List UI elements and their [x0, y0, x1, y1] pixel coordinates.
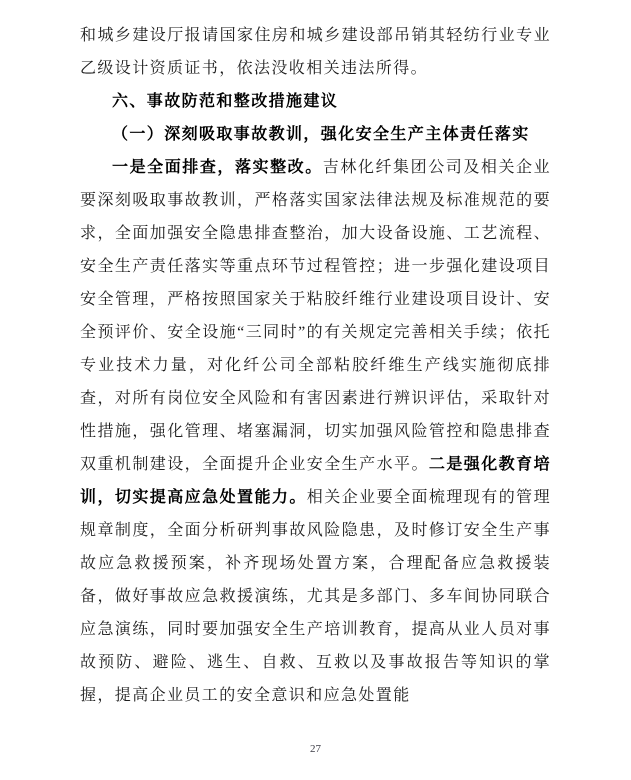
paragraph-measures [80, 151, 551, 712]
measure-one-lead: 一是全面排查，落实整改。 [112, 159, 323, 176]
measure-two-lead: 二是强化教育培训，切实提高应急处置能力。 [80, 456, 551, 506]
paragraph-continuation: 和城乡建设厅报请国家住房和城乡建设部吊销其轻纺行业专业乙级设计资质证书，依法没收相关违法所得。 [80, 27, 551, 77]
section-heading: 六、事故防范和整改措施建议 [112, 93, 339, 110]
text-column [80, 19, 551, 712]
page-number: 27 [310, 743, 321, 755]
measure-one-body: 吉林化纤集团公司及相关企业要深刻吸取事故教训，严格落实国家法律法规及标准规范的要求，全面加强安全隐患排查整治，加大设备设施、工艺流程、安全生产责任落实等重点环节过程管控；进一步强化建设项目安全管理，严格按照国家关于粘胶纤维行业建设项目设计、安全预评价、安全设施“三同时”的有关规定完善相关手续；依托专业技术力量，对化纤公司全部粘胶纤维生产线实施彻底排查，对所有岗位安全风险和有害因素进行辨识评估，采取针对性措施，强化管理、堵塞漏洞，切实加强风险管控和隐患排查双重机制建设，全面提升企业安全生产水平。 [80, 159, 551, 473]
measure-two-body: 相关企业要全面梳理现有的管理规章制度，全面分析研判事故风险隐患，及时修订安全生产事故应急救援预案，补齐现场处置方案，合理配备应急救援装备，做好事故应急救援演练，尤其是多部门、多车间协同联合应急演练，同时要加强安全生产培训教育，提高从业人员对事故预防、避险、逃生、自救、互救以及事故报告等知识的掌握，提高企业员工的安全意识和应急处置能 [80, 489, 551, 704]
subsection-heading: （一）深刻吸取事故教训，强化安全生产主体责任落实 [112, 126, 530, 143]
